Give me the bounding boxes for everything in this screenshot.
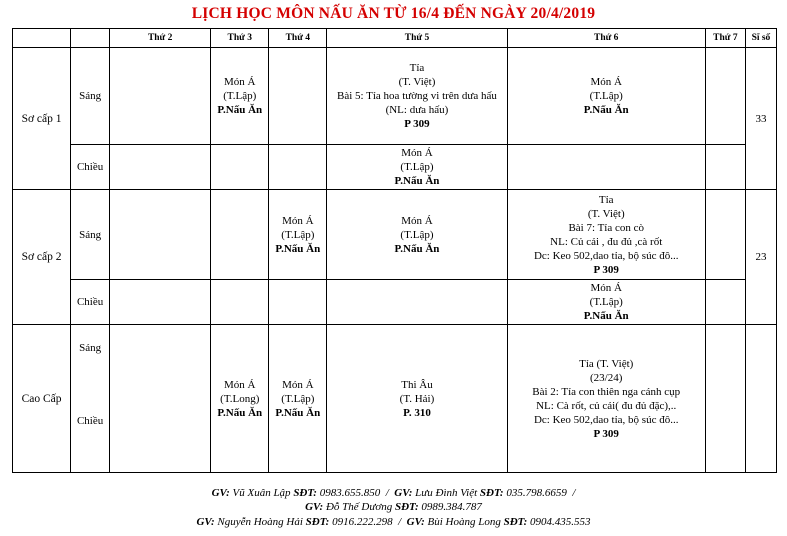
session-chieu: Chiều: [71, 371, 110, 473]
session-sang: Sáng: [71, 48, 110, 145]
class-cell: Tỉa (T. Việt) Bài 7: Tỉa con cò NL: Củ cải , đu đủ ,cà rốt Dc: Keo 502,dao tỉa, bộ súc đô... P 309: [507, 190, 705, 280]
header-row: [13, 29, 777, 48]
class-cell: Món Á (T.Lập) P.Nấu Ăn: [269, 190, 327, 280]
class-cell: Món Á (T.Lập) P.Nấu Ăn: [269, 325, 327, 473]
row-sc2-sang: [13, 190, 777, 280]
class-cell: Món Á (T.Long) P.Nấu Ăn: [211, 325, 269, 473]
class-cell: Thi Âu (T. Hải) P. 310: [327, 325, 507, 473]
siso-cc: [745, 325, 776, 473]
session-sang: Sáng: [71, 190, 110, 280]
cell-empty: [110, 48, 211, 145]
row-cc-sang: [13, 325, 777, 371]
cell-empty: [110, 280, 211, 325]
footer-line-1: GV: Vũ Xuân Lập SĐT: 0983.655.850 / GV: Lưu Đình Việt SĐT: 035.798.6659 /: [211, 487, 576, 499]
cell-empty: [269, 280, 327, 325]
header-thu3: Thứ 3: [211, 29, 269, 48]
class-cell: Tỉa (T. Việt) Bài 5: Tỉa hoa tường vi trên dưa hấu (NL: dưa hấu) P 309: [327, 48, 507, 145]
cell-empty: [211, 145, 269, 190]
level-cc: Cao Cấp: [13, 325, 71, 473]
class-cell: Món Á (T.Lập) P.Nấu Ăn: [327, 190, 507, 280]
siso-sc1: 33: [745, 48, 776, 190]
session-chieu: Chiều: [71, 280, 110, 325]
header-thu4: Thứ 4: [269, 29, 327, 48]
cell-empty: [110, 325, 211, 473]
row-sc1-chieu: [13, 145, 777, 190]
session-chieu: Chiều: [71, 145, 110, 190]
header-thu2: Thứ 2: [110, 29, 211, 48]
header-thu6: Thứ 6: [507, 29, 705, 48]
footer-line-2: GV: Đỗ Thế Dương SĐT: 0989.384.787: [305, 501, 482, 513]
cell-empty: [705, 145, 745, 190]
level-sc2: Sơ cấp 2: [13, 190, 71, 325]
class-cell: Món Á (T.Lập) P.Nấu Ăn: [211, 48, 269, 145]
cell-empty: [327, 280, 507, 325]
row-sc1-sang: [13, 48, 777, 145]
cell-empty: [705, 48, 745, 145]
siso-sc2: 23: [745, 190, 776, 325]
cell-empty: [507, 145, 705, 190]
cell-empty: [211, 190, 269, 280]
class-cell: Món Á (T.Lập) P.Nấu Ăn: [507, 48, 705, 145]
footer-line-3: GV: Nguyễn Hoàng Hải SĐT: 0916.222.298 / GV: Bùi Hoàng Long SĐT: 0904.435.553: [196, 516, 591, 528]
cell-empty: [269, 145, 327, 190]
cell-empty: [705, 280, 745, 325]
row-sc2-chieu: [13, 280, 777, 325]
level-sc1: Sơ cấp 1: [13, 48, 71, 190]
header-siso: Sĩ số: [745, 29, 776, 48]
header-blank-level: [13, 29, 71, 48]
header-thu5: Thứ 5: [327, 29, 507, 48]
cell-empty: [110, 145, 211, 190]
cell-empty: [705, 190, 745, 280]
header-blank-session: [71, 29, 110, 48]
session-sang: Sáng: [71, 325, 110, 371]
page-title: LỊCH HỌC MÔN NẤU ĂN TỪ 16/4 ĐẾN NGÀY 20/4/2019: [191, 5, 596, 22]
class-cell: Món Á (T.Lập) P.Nấu Ăn: [327, 145, 507, 190]
cell-empty: [269, 48, 327, 145]
header-thu7: Thứ 7: [705, 29, 745, 48]
schedule-table: [12, 28, 777, 473]
class-cell: Tỉa (T. Việt) (23/24) Bài 2: Tỉa con thiên nga cánh cụp NL: Cà rốt, củ cải( đu đủ đặc),.. Dc: Keo 502,dao tỉa, bộ súc đô... P 309: [507, 325, 705, 473]
cell-empty: [705, 325, 745, 473]
class-cell: Món Á (T.Lập) P.Nấu Ăn: [507, 280, 705, 325]
cell-empty: [110, 190, 211, 280]
cell-empty: [211, 280, 269, 325]
